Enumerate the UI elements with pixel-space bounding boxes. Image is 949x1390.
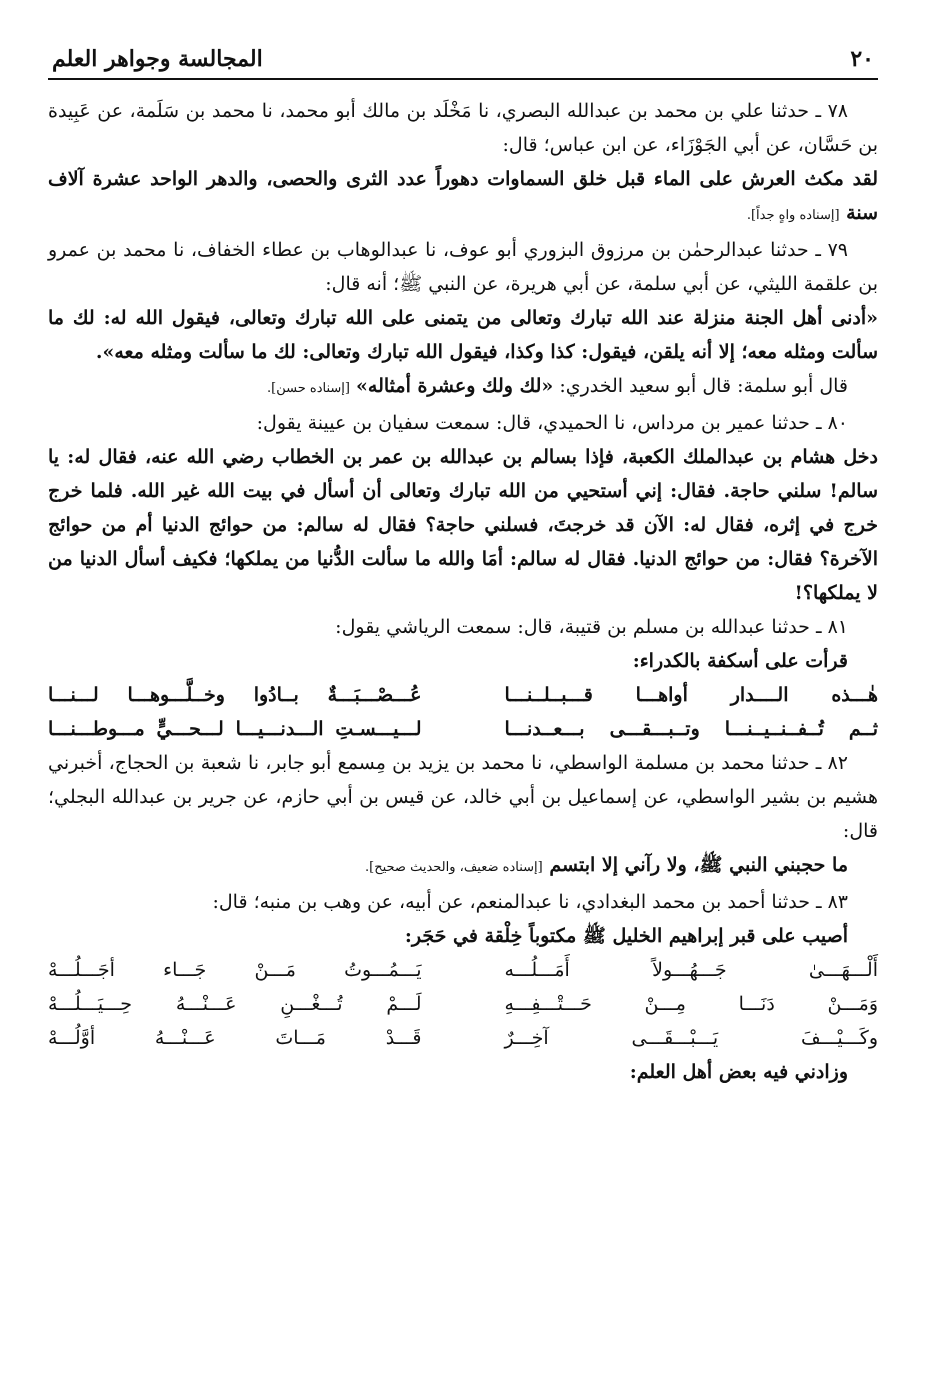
hadith-82-text [48,848,878,885]
page-content [48,94,878,1089]
verse-line-3 [48,953,878,987]
page-number: ٢٠ [850,46,874,72]
hadith-78-text [48,162,878,233]
verse-3-right: أَلْـــهَـــىٰ جَـــهُـــولاً أَمَـــلُـــه [504,959,878,981]
page-header [48,40,878,80]
hadith-82-grade: [إسناده ضعيف، والحديث صحيح]. [364,860,543,875]
verse-line-5 [48,1021,878,1055]
verse-2-right: ثــم تُــفــنــيــنـــا وتــبـــقـــى بـــعــدنـــا [504,718,878,740]
verse-5-right: وكَـــيْـــفَ يَـــبْـــقَـــى آخِـــرٌ [504,1027,878,1049]
verse-1-right: هٰـــذه الــــدار أواهـــا قـــبــلــنـــا [504,684,878,706]
hadith-79-text: «أدنى أهل الجنة منزلة عند الله تبارك وتعالى من يتمنى على الله تبارك وتعالى، فيقول الله له: لك ما سألت ومثله معه؛ إلا أنه يلقن، فيقول: كذا وكذا، فيقول الله تبارك وتعالى: لك ما سألت ومثله معه». [48,307,878,363]
book-title: المجالسة وجواهر العلم [52,46,263,72]
hadith-83-text: أصيب على قبر إبراهيم الخليل ﷺ مكتوباً خِلْقة في حَجَر: [404,925,848,947]
hadith-80-isnad: ٨٠ ـ حدثنا عمير بن مرداس، نا الحميدي، قال: سمعت سفيان بن عيينة يقول: [256,412,848,434]
hadith-83-ending: وزادني فيه بعض أهل العلم: [629,1061,848,1083]
verse-4-right: وَمَـــنْ دَنَـــا مِـــنْ حَـــتْـــفِـــهِ [504,993,878,1015]
hadith-78-matn: لقد مكث العرش على الماء قبل خلق السماوات دهوراً عدد الثرى والحصى، والدهر الواحد عشرة آلاف سنة [48,168,878,224]
verse-line-4 [48,987,878,1021]
verse-line-2 [48,712,878,746]
hadith-81-text: قرأت على أسكفة بالكدراء: [632,650,848,672]
hadith-78-grade: [إسناده واهٍ جداً]. [746,208,840,223]
verse-3-left: يَـــمُـــوتُ مَـــنْ جَـــاء أجَـــلُـــهْ [48,959,422,981]
hadith-79-continuation [48,369,878,406]
hadith-83-isnad: ٨٣ ـ حدثنا أحمد بن محمد البغدادي، نا عبدالمنعم، عن أبيه، عن وهب بن منبه؛ قال: [212,891,848,913]
hadith-82-matn: ما حجبني النبي ﷺ، ولا رآني إلا ابتسم [549,854,848,876]
hadith-79-cont-bold: «لك ولك وعشرة أمثاله» [356,375,554,397]
hadith-79-isnad: ٧٩ ـ حدثنا عبدالرحمٰن بن مرزوق البزوري أبو عوف، نا عبدالوهاب بن عطاء الخفاف، نا محمد بن عمرو بن علقمة الليثي، عن أبي سلمة، عن أبي هريرة، عن النبي ﷺ؛ أنه قال: [48,239,878,295]
hadith-79-grade: [إسناده حسن]. [267,381,350,396]
verse-line-1 [48,678,878,712]
hadith-82-isnad: ٨٢ ـ حدثنا محمد بن مسلمة الواسطي، نا محمد بن يزيد بن مِسمع أبو جابر، نا شعبة بن الحجاج، أخبرني هشيم بن بشير الواسطي، عن إسماعيل بن أبي خالد، عن قيس بن أبي حازم، عن جرير بن عبدالله البجلي؛ قال: [48,752,878,842]
hadith-79-cont-plain: قال أبو سلمة: قال أبو سعيد الخدري: [559,375,848,397]
verse-4-left: لَـــمْ تُـــغْـــنِ عَـــنْـــهُ حِـــيَـــلُـــهْ [48,993,422,1015]
verse-5-left: قَـــدْ مَـــاتَ عَـــنْـــهُ أوَّلُـــهْ [48,1027,422,1049]
verse-1-left: عُـــصْـــبَـــةٌ بــادُوا وخــلَّـــوهـــا لـــنـــا [48,684,422,706]
verse-2-left: لـــيـــسـتِ الـــدنـــيـــا لـــحـــيٍّ مـــوطـــنـــا [48,718,422,740]
page [48,40,878,1089]
hadith-78-isnad: ٧٨ ـ حدثنا علي بن محمد بن عبدالله البصري، نا مَخْلَد بن مالك أبو محمد، نا محمد بن سَلَمة، عن عَبِيدة بن حَسَّان، عن أبي الجَوْزَاء، عن ابن عباس؛ قال: [48,100,878,156]
hadith-80-text: دخل هشام بن عبدالملك الكعبة، فإذا بسالم بن عبدالله بن عمر بن الخطاب رضي الله عنه، فقال له: يا سالم! سلني حاجة. فقال: إني أستحيي من الله تبارك وتعالى أن أسأل في بيت الله غير الله. فلما خرج خرج في إثره، فقال له: الآن قد خرجتَ، فسلني حاجة؟ فقال له سالم: من حوائج الدنيا أم من حوائج الآخرة؟ فقال: من حوائج الدنيا. فقال له سالم: أمَا والله ما سألت الدُّنيا من يملكها؛ فكيف أسأل الدنيا من لا يملكها؟! [48,446,878,604]
hadith-81-isnad: ٨١ ـ حدثنا عبدالله بن مسلم بن قتيبة، قال: سمعت الرياشي يقول: [335,616,848,638]
